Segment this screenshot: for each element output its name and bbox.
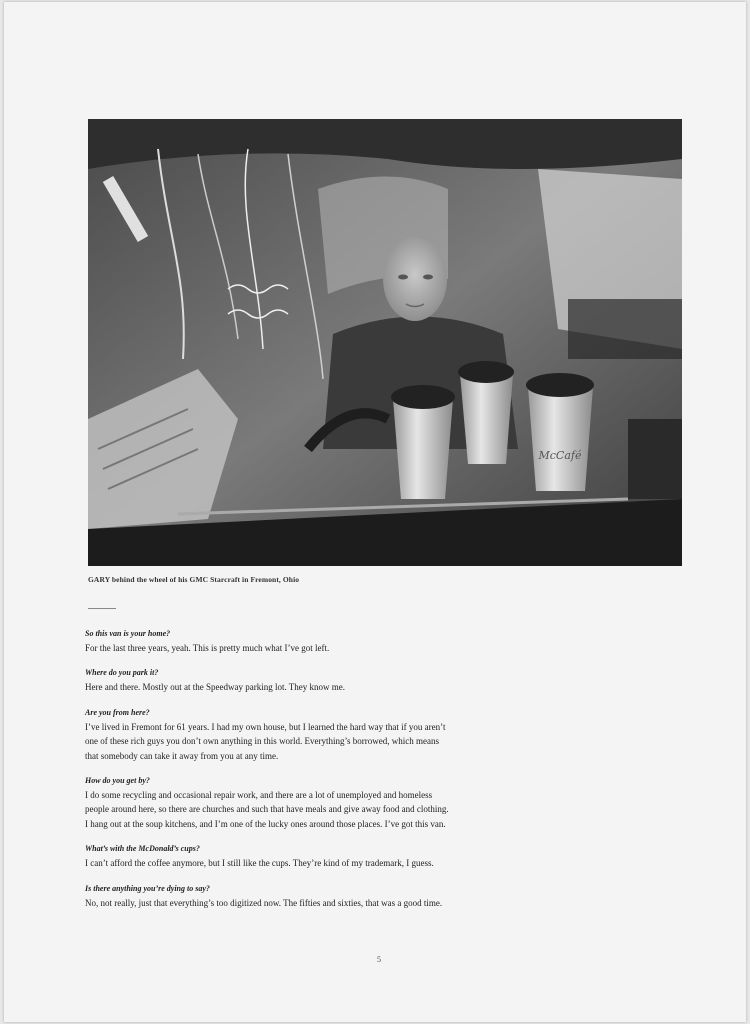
cup-label: McCafé bbox=[538, 449, 582, 462]
answer-line: No, not really, just that everything’s too digitized now. The fifties and sixties, that was a good time. bbox=[85, 897, 443, 908]
interview-answer bbox=[85, 680, 585, 694]
answer-line: Here and there. Mostly out at the Speedway parking lot. They know me. bbox=[85, 682, 346, 693]
interview-question: What’s with the McDonald’s cups? bbox=[85, 844, 200, 854]
qa-item bbox=[85, 883, 585, 910]
interview-answer bbox=[85, 641, 585, 655]
qa-item bbox=[85, 628, 585, 655]
qa-item bbox=[85, 775, 585, 831]
answer-line: I hang out at the soup kitchens, and I’m one of the lucky ones around those places. I’ve got this van. bbox=[85, 818, 446, 829]
qa-item bbox=[85, 843, 585, 870]
magazine-page bbox=[4, 2, 746, 1022]
interview-question: So this van is your home? bbox=[85, 629, 171, 638]
interview-answer bbox=[85, 720, 585, 763]
photo-gary-in-van bbox=[88, 119, 682, 566]
interview-answer bbox=[85, 788, 585, 831]
answer-line: that somebody can take it away from you at any time. bbox=[85, 750, 279, 761]
photo-caption: GARY behind the wheel of his GMC Starcraft in Fremont, Ohio bbox=[88, 575, 300, 584]
interview-question: How do you get by? bbox=[85, 776, 150, 786]
section-divider bbox=[88, 608, 116, 609]
answer-line: people around here, so there are churches and such that have meals and give away food and clothing. bbox=[85, 804, 449, 815]
interview-question: Is there anything you’re dying to say? bbox=[85, 883, 210, 893]
answer-line: I do some recycling and occasional repair work, and there are a lot of unemployed and homeless bbox=[85, 790, 433, 801]
answer-line: one of these rich guys you don’t own anything in this world. Everything’s borrowed, which means bbox=[85, 736, 440, 747]
page-number: 5 bbox=[377, 955, 381, 964]
interview-answer bbox=[85, 856, 585, 870]
photo-illustration bbox=[88, 119, 682, 566]
interview-question: Where do you park it? bbox=[85, 668, 159, 678]
answer-line: For the last three years, yeah. This is pretty much what I’ve got left. bbox=[85, 643, 330, 653]
qa-item bbox=[85, 707, 585, 763]
qa-item bbox=[85, 667, 585, 694]
interview-answer bbox=[85, 896, 585, 910]
answer-line: I can’t afford the coffee anymore, but I still like the cups. They’re kind of my trademark, I guess. bbox=[85, 858, 434, 869]
interview bbox=[85, 628, 585, 922]
answer-line: I’ve lived in Fremont for 61 years. I had my own house, but I learned the hard way that if you aren’t bbox=[85, 721, 446, 732]
interview-question: Are you from here? bbox=[85, 707, 150, 717]
